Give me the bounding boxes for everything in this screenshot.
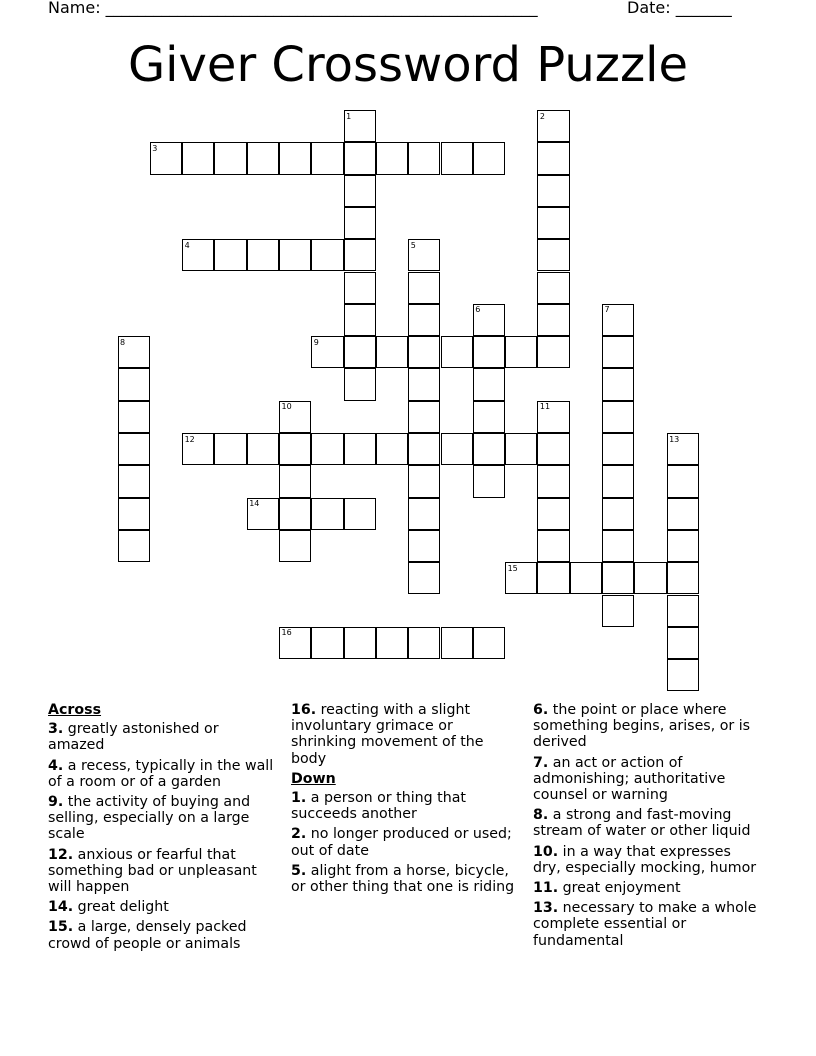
clue-number: 2. [291,826,307,843]
grid-cell[interactable] [441,336,473,368]
grid-cell[interactable] [247,142,279,174]
clue-number: 3. [48,721,64,738]
clues-column-3 [533,702,763,953]
clue-number: 13. [533,900,559,917]
grid-cell[interactable] [505,336,537,368]
clue-item [291,702,521,767]
clue-text: in a way that expresses dry, especially mocking, humor [533,843,757,876]
grid-cell[interactable] [537,272,569,304]
grid-cell[interactable] [344,433,376,465]
grid-cell[interactable] [408,401,440,433]
clue-number-1: 1 [346,111,352,121]
grid-cell[interactable] [408,627,440,659]
clue-text: necessary to make a whole complete essential or fundamental [533,900,757,949]
grid-cell[interactable] [118,498,150,530]
grid-cell[interactable] [408,562,440,594]
grid-cell[interactable] [537,207,569,239]
grid-cell[interactable] [247,239,279,271]
grid-cell[interactable] [408,530,440,562]
grid-cell[interactable] [118,401,150,433]
clue-number: 12. [48,846,74,863]
grid-cell[interactable] [408,465,440,497]
clue-item [533,702,763,751]
clue-text: alight from a horse, bicycle, or other thing that one is riding [291,862,515,896]
clue-item [48,758,278,790]
grid-cell[interactable] [118,530,150,562]
grid-cell[interactable] [537,530,569,562]
grid-cell[interactable] [537,562,569,594]
grid-cell[interactable] [376,142,408,174]
grid-cell[interactable] [473,401,505,433]
clue-item [533,844,763,876]
grid-cell[interactable] [344,272,376,304]
clue-number: 9. [48,794,64,811]
clue-number: 11. [533,880,559,897]
grid-cell[interactable] [667,498,699,530]
grid-cell[interactable] [602,368,634,400]
grid-cell[interactable] [408,498,440,530]
grid-cell[interactable] [311,239,343,271]
grid-cell[interactable] [537,142,569,174]
page-title: Giver Crossword Puzzle [127,37,689,93]
grid-cell[interactable] [570,562,602,594]
clue-text: great enjoyment [558,880,681,897]
grid-cell[interactable] [537,433,569,465]
clue-text: a strong and fast-moving stream of water or other liquid [533,807,751,840]
clue-number: 6. [533,702,549,718]
clue-number-2: 2 [539,111,545,121]
grid-cell[interactable] [537,465,569,497]
clue-item [291,826,521,858]
grid-cell[interactable] [634,562,666,594]
grid-cell[interactable] [408,336,440,368]
clue-text: a large, densely packed crowd of people or animals [48,919,247,952]
clue-number: 15. [48,919,74,936]
clue-number: 5. [291,862,307,879]
clue-number-4: 4 [184,240,190,250]
grid-cell[interactable] [408,368,440,400]
grid-cell[interactable] [344,207,376,239]
grid-cell[interactable] [473,368,505,400]
clue-item [48,794,278,843]
grid-cell[interactable] [118,433,150,465]
grid-cell[interactable] [279,142,311,174]
grid-cell[interactable] [537,239,569,271]
grid-cell[interactable] [667,530,699,562]
clue-number-14: 14 [249,499,260,509]
clue-number-12: 12 [184,434,195,444]
grid-cell[interactable] [441,142,473,174]
clue-number-9: 9 [313,337,319,347]
grid-cell[interactable] [376,627,408,659]
grid-cell[interactable] [602,562,634,594]
clue-number-6: 6 [475,305,481,315]
clue-text: a recess, typically in the wall of a room or of a garden [48,757,274,790]
grid-cell[interactable] [376,336,408,368]
clue-text: the point or place where something begins, arises, or is derived [533,702,751,751]
clue-item [48,919,278,951]
grid-cell[interactable] [311,142,343,174]
grid-cell[interactable] [505,433,537,465]
clue-item [48,721,278,753]
grid-cell[interactable] [214,433,246,465]
clue-number: 10. [533,843,559,860]
clue-item [291,790,521,822]
clue-number: 4. [48,757,64,774]
grid-cell[interactable] [667,595,699,627]
grid-cell[interactable] [408,304,440,336]
clue-number: 1. [291,790,307,807]
grid-cell[interactable] [473,465,505,497]
clue-text: anxious or fearful that something bad or unpleasant will happen [48,846,257,896]
grid-cell[interactable] [311,627,343,659]
clue-number-16: 16 [281,628,292,638]
clue-text: greatly astonished or amazed [48,721,219,754]
grid-cell[interactable] [473,433,505,465]
clue-item [533,880,763,896]
clue-number-7: 7 [604,305,610,315]
grid-cell[interactable] [537,304,569,336]
grid-cell[interactable] [279,465,311,497]
grid-cell[interactable] [344,498,376,530]
grid-cell[interactable] [311,498,343,530]
clue-text: no longer produced or used; out of date [291,826,512,859]
grid-cell[interactable] [667,465,699,497]
clue-item [533,900,763,949]
clue-item [48,899,278,915]
clue-text: a person or thing that succeeds another [291,790,466,823]
clue-item [533,807,763,839]
grid-cell[interactable] [376,433,408,465]
grid-cell[interactable] [344,175,376,207]
grid-cell[interactable] [408,142,440,174]
grid-cell[interactable] [311,433,343,465]
clue-number-11: 11 [539,402,551,412]
clue-number-3: 3 [152,143,158,153]
clues-column-2 [291,702,521,899]
grid-cell[interactable] [667,659,699,691]
grid-cell[interactable] [279,498,311,530]
grid-cell[interactable] [537,175,569,207]
clue-number-5: 5 [410,240,416,250]
grid-cell[interactable] [473,627,505,659]
grid-cell[interactable] [441,627,473,659]
grid-cell[interactable] [602,595,634,627]
clue-heading-across: Across [48,702,102,718]
grid-cell[interactable] [279,433,311,465]
grid-cell[interactable] [667,562,699,594]
grid-cell[interactable] [537,336,569,368]
clues-column-1 [48,702,278,956]
grid-cell[interactable] [118,368,150,400]
grid-cell[interactable] [182,142,214,174]
clue-text: the activity of buying and selling, especially on a large scale [48,794,251,843]
grid-cell[interactable] [118,465,150,497]
grid-cell[interactable] [279,239,311,271]
grid-cell[interactable] [602,433,634,465]
clue-number: 8. [533,807,549,824]
date-field[interactable]: Date: _______ [627,0,732,17]
grid-cell[interactable] [344,239,376,271]
clue-item [291,863,521,895]
grid-cell[interactable] [408,272,440,304]
grid-cell[interactable] [344,336,376,368]
clue-number-8: 8 [120,337,126,347]
clue-number: 16. [291,702,317,718]
clue-heading-down: Down [291,770,336,787]
grid-cell[interactable] [602,336,634,368]
clue-number-15: 15 [507,563,518,573]
grid-cell[interactable] [408,433,440,465]
grid-cell[interactable] [214,142,246,174]
grid-cell[interactable] [602,498,634,530]
grid-cell[interactable] [441,433,473,465]
clue-text: reacting with a slight involuntary grimace or shrinking movement of the body [291,702,484,767]
grid-cell[interactable] [667,627,699,659]
clue-item [48,847,278,896]
grid-cell[interactable] [537,498,569,530]
grid-cell[interactable] [344,368,376,400]
grid-cell[interactable] [602,465,634,497]
clue-number: 14. [48,899,74,916]
clue-number-10: 10 [281,402,292,412]
grid-cell[interactable] [602,401,634,433]
name-field[interactable]: Name: ______________________________________________________ [48,0,538,17]
grid-cell[interactable] [344,142,376,174]
clue-text: great delight [73,899,169,916]
grid-cell[interactable] [344,304,376,336]
grid-cell[interactable] [473,142,505,174]
clue-text: an act or action of admonishing; authoritative counsel or warning [533,754,726,804]
grid-cell[interactable] [214,239,246,271]
clue-number-13: 13 [669,434,680,444]
grid-cell[interactable] [344,627,376,659]
grid-cell[interactable] [602,530,634,562]
grid-cell[interactable] [279,530,311,562]
grid-cell[interactable] [247,433,279,465]
clue-number: 7. [533,754,549,771]
grid-cell[interactable] [473,336,505,368]
clue-item [533,755,763,804]
